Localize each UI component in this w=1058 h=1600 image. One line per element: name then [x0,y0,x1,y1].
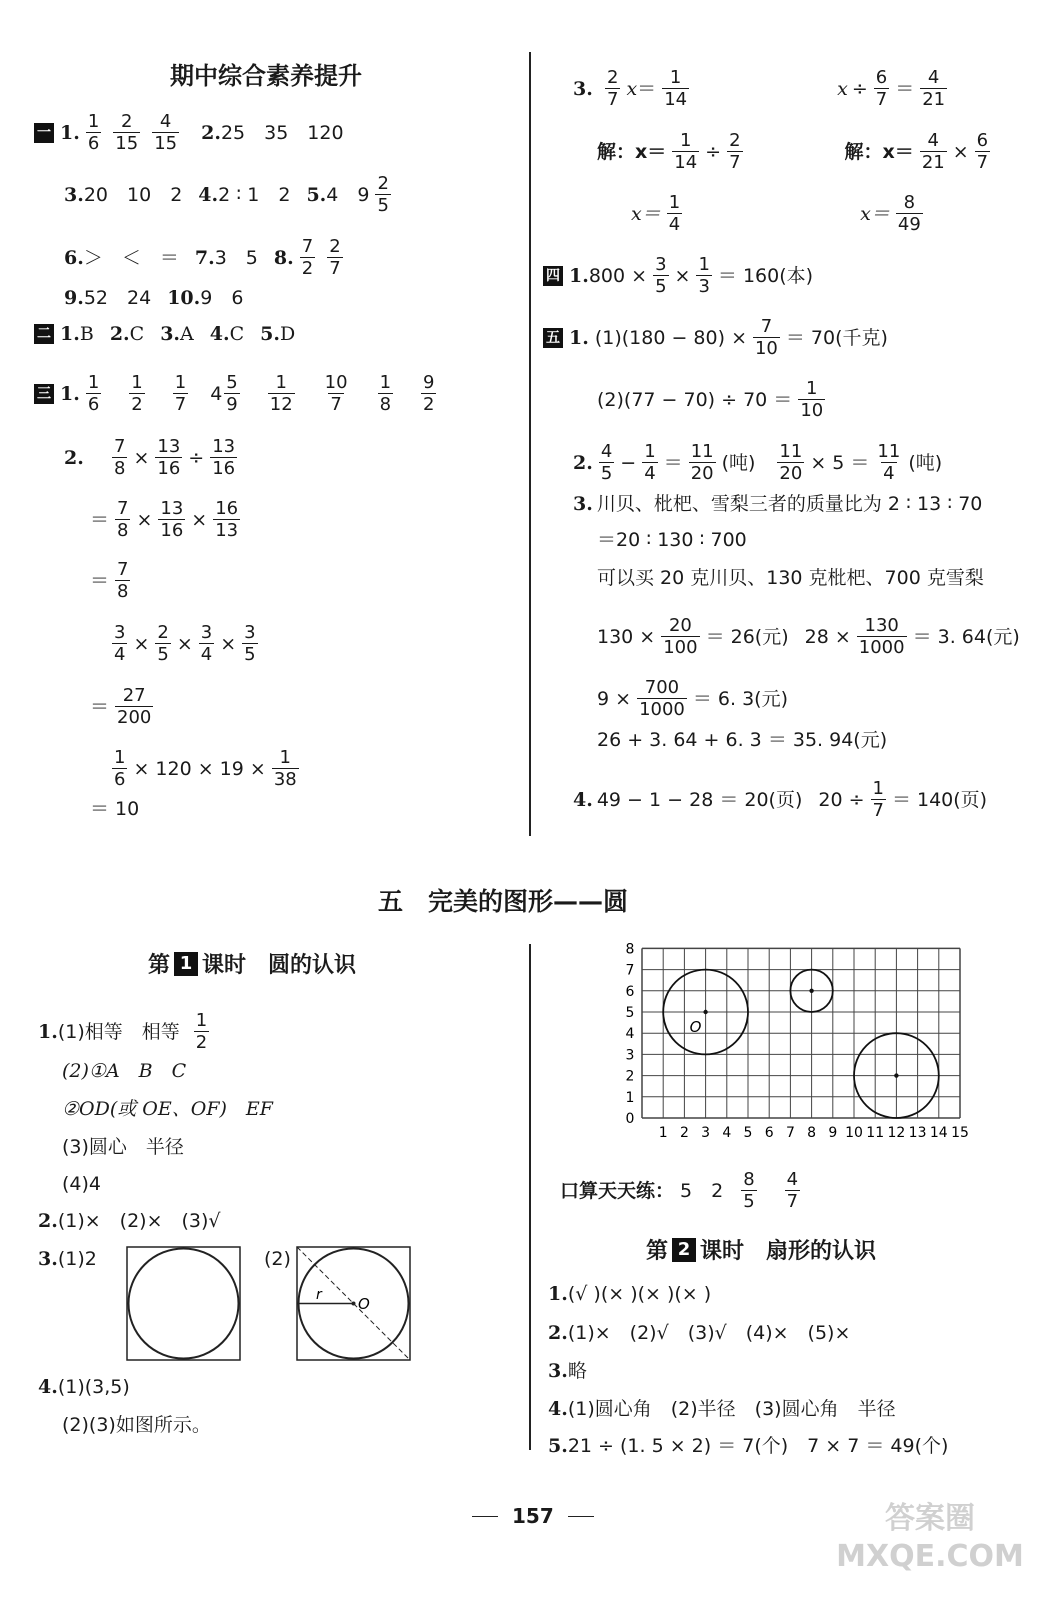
expression-text: 20 ÷ [818,788,865,811]
fraction: $\frac{2}{7}$ [729,130,741,173]
s5-line8 [597,677,788,720]
q-num: 4. [198,183,219,206]
fraction: 7 2 [301,236,314,279]
x-tick-label: 13 [908,1125,927,1141]
square-circle-figure [126,1246,242,1362]
y-tick-label: 2 [625,1068,635,1085]
l1-line5 [62,1172,101,1196]
fraction: $\frac{7}{8}$ [114,436,126,479]
fraction: 2 5 [377,173,389,216]
l2-line4 [548,1397,896,1421]
q-num: 5. [306,183,327,206]
column-divider-bottom [529,944,531,1450]
x-tick-label: 11 [866,1125,885,1141]
solution-label: x＝ [860,202,890,225]
q-num: 1. [548,1283,568,1305]
expression-text: 49 − 1 − 28 ＝ 20(页) [596,788,803,811]
fraction: 1 6 [87,372,100,415]
lesson1-heading [148,948,356,979]
q-num: 4. [38,1376,58,1398]
l1-line3 [62,1097,273,1121]
x-tick-label: 15 [951,1125,969,1141]
answer-text: B [79,323,94,345]
page-number-text: 157 [512,1504,554,1528]
fraction: $\frac{2}{5}$ [157,622,169,665]
fraction: $\frac{13}{16}$ [212,436,236,479]
answer-text: (√ )(× )(× )(× ) [567,1283,712,1305]
expression-text: 26 + 3. 64 + 6. 3 ＝ 35. 94(元) [597,729,888,751]
q-num: 1. [569,326,589,349]
q-num: 9. [64,287,84,309]
fraction: $\frac{700}{1000}$ [639,677,685,720]
q-num: 3. [160,323,181,345]
expression-text: (1)(180 − 80) × [594,326,747,349]
expression-text: (2)(77 − 70) ÷ 70 ＝ [597,388,793,411]
fraction: $\frac{4}{21}$ [921,130,945,173]
s5-line4 [573,492,982,516]
q-num: 2. [201,121,221,144]
expression-text: 9 × [597,687,632,710]
solution-label: 解：x＝ [597,140,667,163]
q-num: 2. [109,323,130,345]
q-num: 4. [209,323,230,345]
lesson-number: 2 [672,1238,696,1262]
fraction: $\frac{1}{4}$ [644,441,656,484]
answer-text: 52 24 [83,287,152,309]
fraction: 4 21 [922,67,946,110]
circle-center-dot [894,1073,898,1077]
q-num: 3. [573,493,593,515]
s5-line10 [573,778,987,821]
answer-text: (4)4 [62,1173,102,1195]
s5-line9 [597,728,887,752]
x-tick-label: 6 [764,1125,774,1141]
calc-line2 [90,498,246,541]
variable: x [837,77,848,100]
q-num: 3. [38,1248,58,1270]
radius-label: r [316,1287,322,1303]
answer-text: (1)× (2)× (3)√ [57,1210,221,1232]
y-tick-label: 4 [625,1026,635,1043]
fraction: $\frac{1}{3}$ [698,254,710,297]
x-tick-label: 8 [807,1125,817,1141]
section-mark: 二 [34,324,54,344]
l1-line7 [38,1247,97,1271]
calc-line1 [64,436,243,479]
fraction: $\frac{3}{5}$ [244,622,256,665]
fraction: $\frac{3}{4}$ [114,622,126,665]
answer-text: 5 2 [680,1179,724,1202]
answer-text: D [280,323,296,345]
q-num: 3. [573,77,593,100]
expression-text: 800 × [588,264,648,287]
y-tick-label: 6 [625,983,635,1000]
center-o-label: O [689,1018,702,1036]
center-dot [352,1302,356,1306]
fraction: 1 12 [269,372,293,415]
fraction: $\frac{6}{7}$ [875,67,888,110]
operator: × [674,264,691,287]
answer-text: (1)(3,5) [57,1376,130,1398]
answer-text: 25 35 120 [220,121,344,144]
answer-text: ＝20 ∶ 130 ∶ 700 [597,529,747,551]
calc-line5 [90,685,159,728]
solution-label: 解：x＝ [844,140,914,163]
lesson-prefix: 第 [148,953,171,978]
fraction: $\frac{7}{8}$ [117,498,129,541]
fraction: $\frac{16}{13}$ [215,498,239,541]
fraction: 1 7 [174,372,187,415]
fraction: $\frac{13}{16}$ [160,498,184,541]
fraction: 4 5 [600,441,613,484]
fraction: 8 5 [743,1169,755,1212]
x-tick-label: 12 [887,1125,906,1141]
q-num: 4. [548,1398,568,1420]
fraction: 4 7 [786,1169,799,1212]
page-number [472,1504,594,1528]
x-tick-label: 10 [845,1125,863,1141]
fraction: $\frac{1}{7}$ [872,778,884,821]
operator: ÷ [188,446,205,469]
x-tick-label: 14 [929,1125,948,1141]
equals: ＝ [90,508,110,531]
chapter-title: 五 完美的图形——圆 [378,887,629,916]
x-tick-label: 2 [679,1125,689,1141]
operator: ÷ [851,77,868,100]
s5-line1 [543,316,888,359]
fraction: $\frac{7}{10}$ [754,316,778,359]
fraction: 7 8 [117,559,129,602]
expression-text: × 120 × 19 × [133,757,266,780]
equals: ＝ [663,451,683,474]
section-mark: 五 [543,328,563,348]
calc-line4 [106,622,264,665]
result-text: ＝ 10 [90,798,140,820]
q-num: 1. [38,1020,58,1043]
answer-text: ②OD(或 OE、OF) EF [62,1098,273,1120]
operator: × [133,446,150,469]
fraction: 5 9 [226,372,238,415]
fraction: 11 4 [877,441,901,484]
l1-line1 [38,1010,215,1053]
fraction: $\frac{20}{100}$ [663,615,698,658]
fraction: 1 2 [195,1010,208,1053]
answer-text: (1)圆心角 (2)半径 (3)圆心角 半径 [567,1398,896,1420]
y-tick-label: 5 [625,1005,635,1021]
lesson-title: 课时 扇形的认识 [700,1239,877,1264]
lesson-prefix: 第 [646,1239,669,1264]
section-title: 期中综合素养提升 [170,62,362,90]
y-tick-label: 1 [625,1089,635,1106]
calc-line7 [90,797,139,821]
fraction: 2 15 [115,111,139,154]
answer-text: (1)相等 相等 [57,1020,180,1043]
s1-line4 [64,286,243,310]
answer-text: 9 6 [200,287,244,309]
answer-text: 川贝、枇杷、雪梨三者的质量比为 2 ∶ 13 ∶ 70 [596,493,983,515]
fraction: $\frac{3}{4}$ [200,622,213,665]
fraction: $\frac{3}{5}$ [655,254,667,297]
answer-text: 3 5 [214,246,258,269]
fraction: $\frac{1}{6}$ [114,747,126,790]
variable: x [626,77,638,100]
operator: − [620,451,637,474]
q-num: 1. [60,323,80,345]
inscribed-circle [129,1249,239,1359]
section-mark: 三 [34,384,54,404]
x-tick-label: 5 [743,1125,753,1141]
answer-text: (2)①A B C [62,1060,187,1082]
q-num: 7. [194,246,215,269]
fraction: 1 14 [664,67,688,110]
q3-line [573,67,953,110]
fraction: 2 7 [329,236,341,279]
q-num: 8. [273,246,294,269]
solution-line1 [597,130,996,173]
solution-label: x＝ [631,202,661,225]
section-mark: 一 [34,123,54,143]
l1-line2 [62,1059,186,1083]
s1-line3 [64,236,349,279]
fraction: 27 200 [117,685,152,728]
l2-line5 [548,1434,948,1458]
answer-text: (2) [264,1248,291,1270]
l2-line2 [548,1321,850,1345]
q-num: 1. [60,382,80,405]
equals: ＝ [90,569,110,592]
s5-line7 [597,615,1020,658]
operator: × [220,632,237,655]
y-tick-label: 7 [625,962,635,979]
oral-practice-line [560,1169,806,1212]
calc-line3 [90,559,136,602]
s5-line3 [573,441,942,484]
operator: ÷ [705,140,722,163]
s4-line1 [543,254,813,297]
result-text: ＝ 6. 3(元) [692,687,788,710]
operator: × [191,508,208,531]
fraction: 1 2 [131,372,143,415]
operator: × [133,632,150,655]
equals: ＝ [90,695,110,718]
s3-line1 [34,372,442,415]
q-num: 2. [38,1210,58,1232]
result-text: ＝ 26(元) [705,625,789,648]
expression-text: 28 × [804,625,851,648]
x-tick-label: 3 [701,1125,711,1141]
fraction: 9 2 [423,372,435,415]
fraction: 8 49 [897,192,921,235]
section-mark: 四 [543,266,563,286]
calc-line6 [106,747,305,790]
x-tick-label: 9 [828,1125,838,1141]
q-num: 2. [548,1322,568,1344]
column-divider-top [529,52,531,836]
fraction: $\frac{13}{16}$ [157,436,181,479]
coordinate-grid [614,938,984,1148]
operator: × [136,508,153,531]
y-tick-label: 8 [625,941,635,958]
fraction: 2 7 [607,67,619,110]
answer-text: (1)× (2)√ (3)√ (4)× (5)× [567,1322,851,1344]
fraction: 11 20 [690,441,714,484]
center-label: O [358,1295,370,1313]
s2-line1 [34,322,295,346]
q-num: 10. [167,287,201,309]
operator: × [952,140,969,163]
fraction: 1 6 [87,111,100,154]
lesson2-heading [646,1234,876,1265]
fraction: 1 10 [800,378,824,421]
fraction: $\frac{130}{1000}$ [858,615,905,658]
l1-line6 [38,1209,221,1233]
q-num: 5. [260,323,281,345]
fraction: $\frac{1}{14}$ [674,130,698,173]
y-tick-label: 0 [625,1111,635,1127]
lesson-number: 1 [174,952,198,976]
unit-text: (吨) [908,451,943,474]
fraction: 1 8 [379,372,392,415]
fraction: 1 4 [668,192,681,235]
answer-text: 2 ∶ 1 2 [218,183,291,206]
s1-line2 [64,173,397,216]
equals: ＝ [895,77,915,100]
l2-line3 [548,1359,587,1383]
fraction: 4 15 [154,111,178,154]
q-num: 5. [548,1435,568,1457]
square-circle-radius-figure [296,1246,412,1362]
answer-text: 20 10 2 [83,183,183,206]
equals: ＝ [637,77,657,100]
fraction: $\frac{1}{38}$ [273,747,297,790]
y-tick-label: 3 [625,1047,635,1064]
s5-line5 [597,528,747,552]
fraction: 10 7 [324,372,348,415]
s5-line2 [597,378,831,421]
solution-line2 [631,192,929,235]
expression-text: 130 × [597,625,656,648]
circle-center-dot [703,1010,707,1014]
q-num: 2. [64,446,84,469]
circle-center-dot [809,989,813,993]
answer-text: A [180,323,194,345]
answer-text: 4 9 [326,183,370,206]
fraction: $\frac{11}{20}$ [779,441,803,484]
answer-text: (1)2 [57,1248,97,1270]
answer-text: 略 [567,1360,587,1382]
answer-text: C [229,323,245,345]
l2-line1 [548,1282,711,1306]
answer-text: 21 ÷ (1. 5 × 2) ＝ 7(个) 7 × 7 ＝ 49(个) [567,1435,949,1457]
s5-line6 [597,566,984,590]
result-text: ＝ 140(页) [891,788,988,811]
answer-text: 可以买 20 克川贝、130 克枇杷、700 克雪梨 [597,567,984,589]
l1-line4 [62,1135,184,1159]
result-text: ＝ 70(千克) [785,326,888,349]
x-tick-label: 7 [785,1125,795,1141]
s1-line1 [34,111,344,154]
q-num: 1. [60,121,80,144]
q-num: 3. [548,1360,568,1382]
x-tick-label: 4 [722,1125,732,1141]
watermark: 答案圈 MXQE.COM [836,1501,1024,1574]
unit-text: (吨) [721,451,756,474]
answer-text: C [129,323,145,345]
answer-text: (3)圆心 半径 [62,1136,184,1158]
q-num: 3. [64,183,84,206]
result-text: ＝ 160(本) [717,264,814,287]
answer-text: (2)(3)如图所示。 [62,1414,211,1436]
l1-line8 [38,1375,130,1399]
answer-text: ＞ ＜ ＝ [83,246,179,269]
expression-text: × 5 ＝ [810,451,870,474]
lesson-title: 课时 圆的认识 [202,953,357,978]
oral-practice-label: 口算天天练： [560,1179,675,1202]
q-num: 2. [573,451,593,474]
q-num: 4. [573,788,593,811]
whole-number: 4 [210,382,223,405]
q-num: 6. [64,246,84,269]
l1-line9 [62,1413,211,1437]
result-text: ＝ 3. 64(元) [912,625,1020,648]
fraction: $\frac{6}{7}$ [976,130,989,173]
x-tick-label: 1 [658,1125,668,1141]
operator: × [176,632,193,655]
q-num: 1. [569,264,589,287]
